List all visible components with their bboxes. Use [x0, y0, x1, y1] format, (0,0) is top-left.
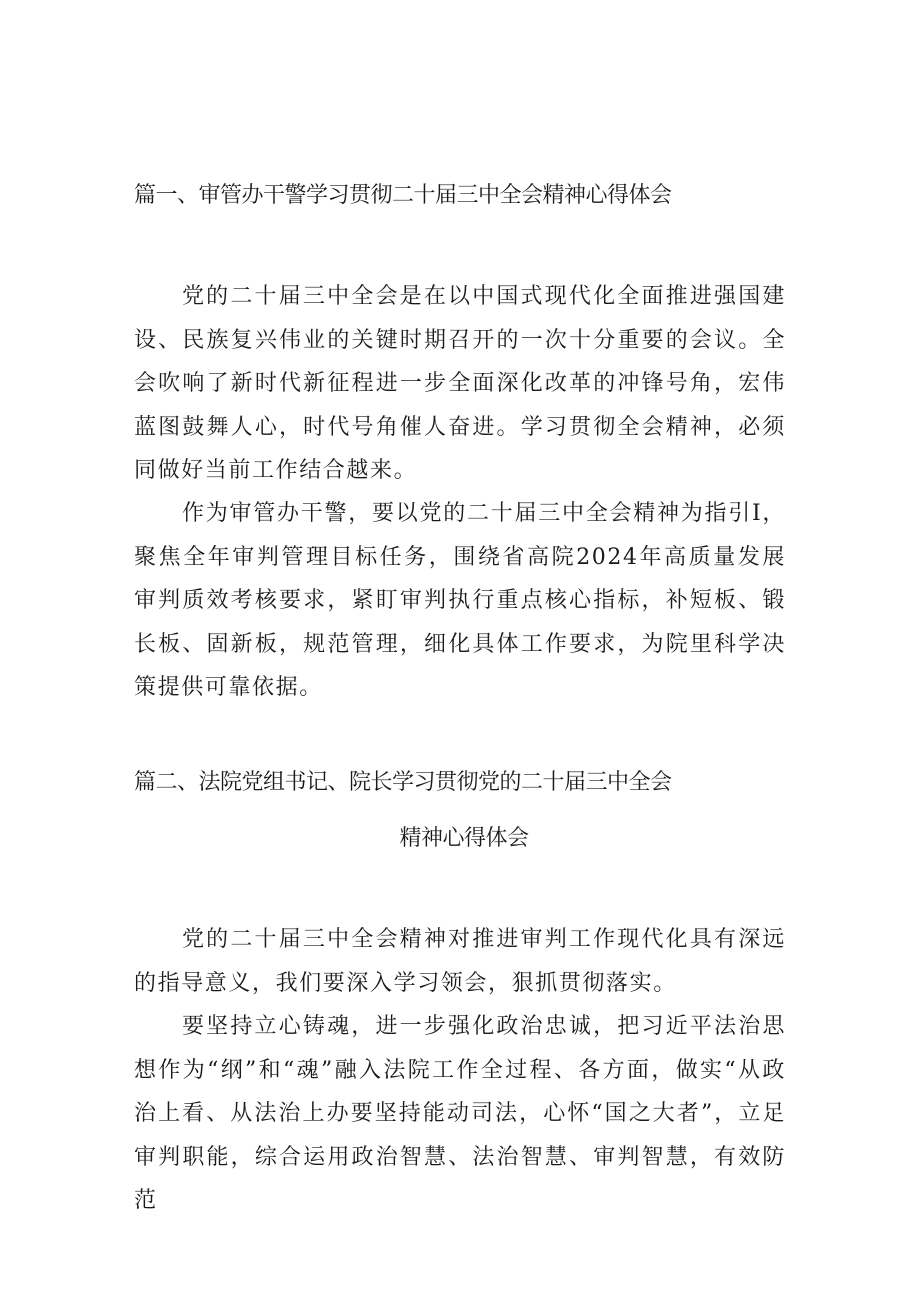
- article2-title-line1: 篇二、法院党组书记、院长学习贯彻党的二十届三中全会: [134, 770, 672, 795]
- article2-title-line2: 精神心得体会: [399, 826, 529, 851]
- article2-paragraph-2: 要坚持立心铸魂，进一步强化政治忠诚，把习近平法治思想作为“纲”和“魂”融入法院工作全过程、各方面，做实“从政治上看、从法治上办要坚持能动司法，心怀“国之大者”，立足审判职能，综合运用政治智慧、法治智慧、审判智慧，有效防范: [134, 1014, 786, 1213]
- article1-title: 篇一、审管办干警学习贯彻二十届三中全会精神心得体会: [134, 183, 672, 208]
- article2-paragraph-1: 党的二十届三中全会精神对推进审判工作现代化具有深远的指导意义，我们要深入学习领会，狠抓贯彻落实。: [134, 927, 786, 996]
- article1-paragraph-1: 党的二十届三中全会是在以中国式现代化全面推进强国建设、民族复兴伟业的关键时期召开的一次十分重要的会议。全会吹响了新时代新征程进一步全面深化改革的冲锋号角，宏伟蓝图鼓舞人心，时代号角催人奋进。学习贯彻全会精神，必须同做好当前工作结合越来。: [134, 284, 786, 483]
- article1-paragraph-2: 作为审管办干警，要以党的二十届三中全会精神为指引I，聚焦全年审判管理目标任务，围绕省高院2024年高质量发展审判质效考核要求，紧盯审判执行重点核心指标，补短板、锻长板、固新板，规范管理，细化具体工作要求，为院里科学决策提供可靠依据。: [134, 501, 786, 700]
